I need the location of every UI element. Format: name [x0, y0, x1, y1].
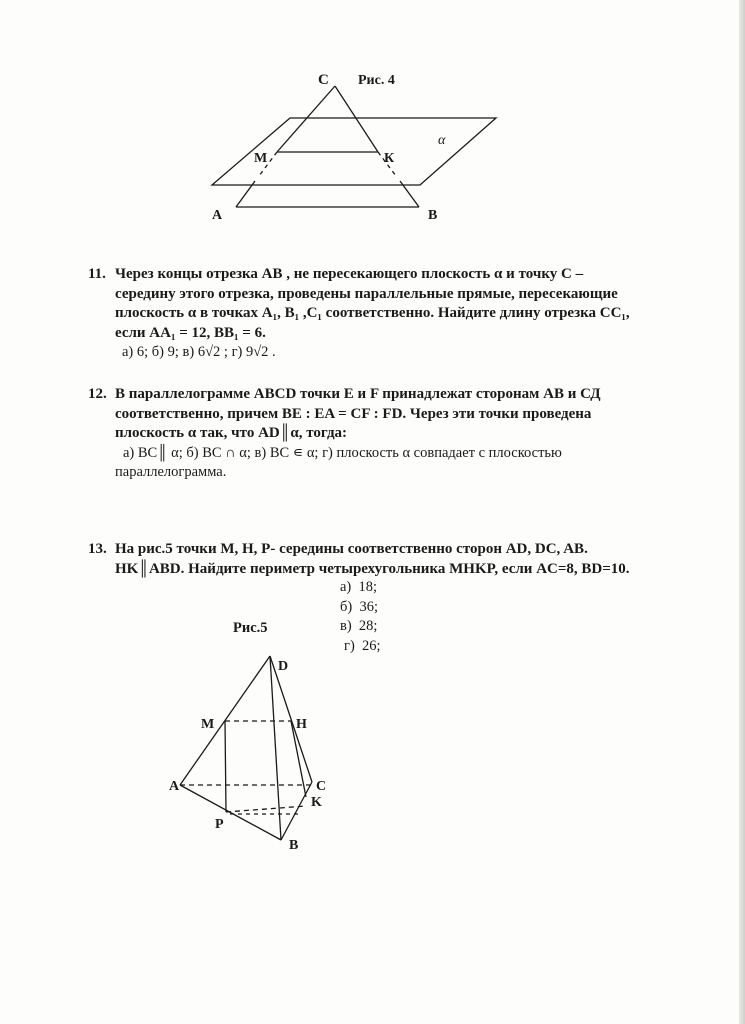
problem-13-number: 13.: [88, 541, 107, 557]
problem-12-answer-line: параллелограмма.: [115, 463, 227, 480]
figure-5-caption: Рис.5: [233, 620, 268, 636]
figure-4-point-b: В: [428, 208, 438, 223]
problem-12-number: 12.: [88, 386, 107, 402]
edge-cb: [281, 782, 312, 840]
choice-b: б) 36;: [340, 598, 378, 615]
figure-4-point-a: А: [212, 208, 223, 223]
problem-11-answers: а) 6; б) 9; в) 6√2 ; г) 9√2 .: [122, 344, 276, 360]
problem-11-number: 11.: [88, 266, 106, 282]
figure-4-point-k: К: [384, 151, 395, 166]
figure-4-plane-label: α: [438, 133, 446, 148]
figure-5-point-h: Н: [296, 717, 307, 732]
problem-12-line: В параллелограмме ABCD точки E и F принадлежат сторонам AB и СД: [115, 386, 601, 402]
figure-5-point-b: B: [289, 838, 299, 853]
choice-c: в) 28;: [340, 618, 378, 634]
problem-11-line: плоскость α в точках A₁, B₁ ,C₁ соответственно. Найдите длину отрезка CC₁,: [115, 305, 630, 321]
figure-5-point-m: M: [201, 717, 215, 732]
problem-13-line: На рис.5 точки M, H, P- середины соответственно сторон AD, DC, AB.: [115, 541, 588, 557]
problem-12-line: плоскость α так, что AD║α, тогда:: [115, 425, 348, 441]
figure-5-point-c: C: [316, 779, 327, 794]
problem-11-line: середину этого отрезка, проведены параллельные прямые, пересекающие: [115, 285, 618, 302]
segment-mp: [225, 721, 226, 812]
figure-5-point-k: K: [311, 795, 322, 810]
problem-12-line: соответственно, причем BE : EA = CF : FD. Через эти точки проведена: [115, 405, 592, 422]
segment-pk-hidden: [226, 806, 306, 812]
figure-4-point-m: М: [254, 151, 268, 166]
figure-4-point-c: С: [318, 72, 329, 88]
figure-4-caption: Рис. 4: [358, 73, 395, 88]
problem-11-line: если AA₁ = 12, BB₁ = 6.: [115, 324, 266, 341]
edge-ab: [180, 785, 281, 840]
problem-12-answer-line: а) BC║ α; б) BC ∩ α; в) BC ∊ α; г) плоскость α совпадает с плоскостью: [123, 444, 562, 461]
choice-a: а) 18;: [340, 579, 378, 595]
figure-5-point-p: P: [215, 817, 224, 832]
problem-13-line: HK║ABD. Найдите периметр четырехугольника MHKP, если AC=8, BD=10.: [115, 560, 630, 577]
figure-5-point-d: D: [278, 659, 289, 674]
problem-11-line: Через концы отрезка AB , не пересекающего плоскость α и точку C –: [115, 266, 584, 282]
choice-d: г) 26;: [344, 637, 381, 654]
figure-5-point-a: A: [169, 779, 180, 794]
